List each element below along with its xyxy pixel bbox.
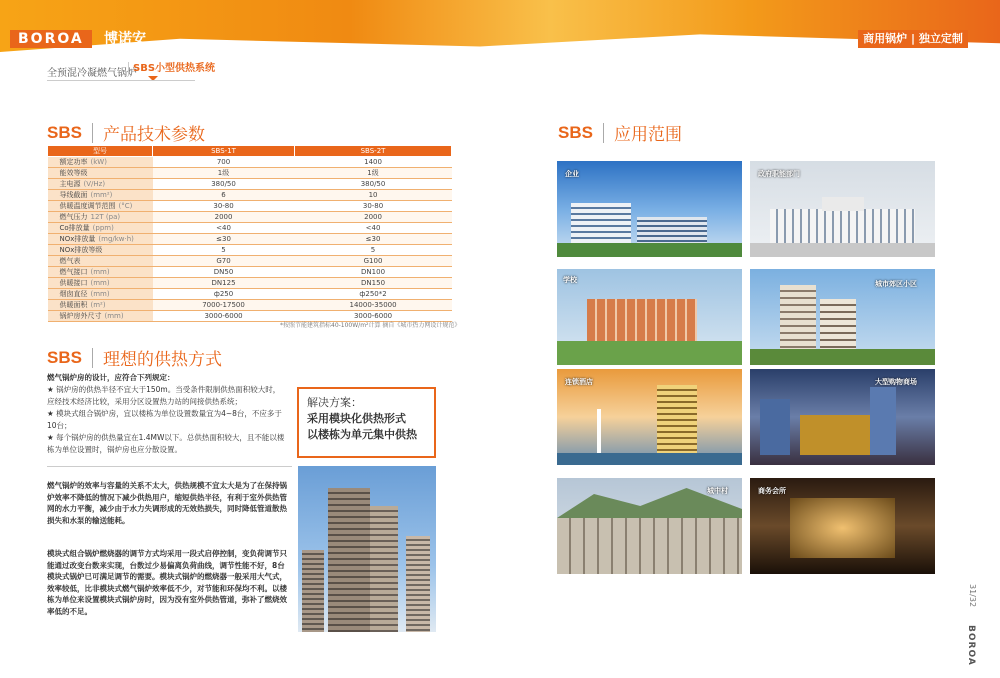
spec-param-name: 主电源 xyxy=(59,180,81,188)
spec-row-label xyxy=(48,179,153,190)
spec-row-label xyxy=(48,190,153,201)
spec-param-name: 燃气压力 xyxy=(59,213,88,221)
spec-row xyxy=(48,267,452,278)
title-separator xyxy=(92,123,93,143)
section-abbr: SBS xyxy=(47,347,82,367)
spec-row xyxy=(48,245,452,256)
spec-row-label xyxy=(48,311,153,322)
spec-param-unit: (°C) xyxy=(118,202,133,210)
spec-section-title xyxy=(47,120,205,145)
spec-row xyxy=(48,289,452,300)
spec-value-sbs1t: 2000 xyxy=(153,212,295,223)
spec-value-sbs1t: 7000-17500 xyxy=(153,300,295,311)
spec-value-sbs2t: <40 xyxy=(295,223,452,234)
spec-row-label xyxy=(48,212,153,223)
spec-value-sbs1t: DN50 xyxy=(153,267,295,278)
spec-param-name: 燃气接口 xyxy=(59,268,88,276)
spec-row xyxy=(48,234,452,245)
side-logo: BOROA xyxy=(966,625,976,666)
spec-param-unit: (mg/kw·h) xyxy=(98,235,134,243)
spec-value-sbs2t: 3000-6000 xyxy=(295,311,452,322)
application-label: 学校 xyxy=(563,276,577,284)
spec-value-sbs1t: ф250 xyxy=(153,289,295,300)
spec-value-sbs1t: 3000-6000 xyxy=(153,311,295,322)
spec-value-sbs2t: 30-80 xyxy=(295,201,452,212)
application-label: 连锁酒店 xyxy=(565,378,593,386)
spec-param-name: 供暖温度调节范围 xyxy=(59,202,116,210)
breadcrumb-parent: 全预混冷凝燃气锅炉 xyxy=(47,68,137,79)
spec-table-header xyxy=(48,146,452,157)
application-photo-hotel xyxy=(557,369,742,465)
section-heading: 理想的供热方式 xyxy=(102,350,222,370)
spec-value-sbs1t: 30-80 xyxy=(153,201,295,212)
application-label: 城市郊区小区 xyxy=(875,280,917,288)
spec-row xyxy=(48,256,452,267)
spec-value-sbs2t: ≤30 xyxy=(295,234,452,245)
spec-value-sbs2t: 1400 xyxy=(295,157,452,168)
rule-item: ★ 模块式组合锅炉房，宜以楼栋为单位设置数量宜为4~8台，不应多于10台； xyxy=(47,409,282,430)
spec-value-sbs1t: G70 xyxy=(153,256,295,267)
spec-row xyxy=(48,212,452,223)
title-separator xyxy=(603,123,604,143)
spec-value-sbs2t: 380/50 xyxy=(295,179,452,190)
spec-value-sbs1t: 700 xyxy=(153,157,295,168)
spec-param-name: 燃气表 xyxy=(59,257,81,265)
residential-tower-photo xyxy=(298,466,436,632)
application-label: 大型购物商场 xyxy=(875,378,917,386)
spec-value-sbs2t: ф250*2 xyxy=(295,289,452,300)
spec-row xyxy=(48,300,452,311)
modular-paragraph: 模块式组合锅炉燃烧器的调节方式均采用一段式启停控制，变负荷调节只能通过改变台数来实现，台数过少易偏离负荷曲线，调节性能不好，8台模块式锅炉已可满足调节的需要。模块式锅炉的燃烧器一般采用大气式，效率较低，比非模块式燃气锅炉效率低不少，对节能和环保均不利。以楼栋为单位来设置模块式锅炉房时，因为没有室外供热管道，弥补了燃烧效率低的不足。 xyxy=(47,549,287,616)
spec-table xyxy=(47,145,452,322)
spec-param-unit: (mm²) xyxy=(90,191,113,199)
spec-param-name: NOx排放等级 xyxy=(59,246,103,254)
spec-value-sbs1t: <40 xyxy=(153,223,295,234)
brand-name-cn: 博诺安 xyxy=(104,31,146,47)
spec-row-label xyxy=(48,157,153,168)
rule-item: ★ 锅炉房的供热半径不宜大于150m。当受条件限制供热面积较大时，应经技术经济比较，采用分区设置热力站的间接供热系统； xyxy=(47,385,281,406)
spec-param-name: Co排放量 xyxy=(59,224,90,232)
spec-value-sbs2t: 1级 xyxy=(295,168,452,179)
spec-param-name: 烟囱直径 xyxy=(59,290,88,298)
spec-value-sbs2t: DN100 xyxy=(295,267,452,278)
spec-param-name: NOx排放量 xyxy=(59,235,96,243)
application-photo-enterprise xyxy=(557,161,742,257)
title-separator xyxy=(92,348,93,368)
spec-param-unit: (m²) xyxy=(90,301,106,309)
spec-row-label xyxy=(48,289,153,300)
spec-param-name: 供暖接口 xyxy=(59,279,88,287)
spec-value-sbs2t: 14000-35000 xyxy=(295,300,452,311)
spec-param-unit: (mm) xyxy=(104,312,124,320)
section-heading: 应用范围 xyxy=(613,125,682,145)
spec-row xyxy=(48,201,452,212)
spec-value-sbs1t: 5 xyxy=(153,245,295,256)
breadcrumb-divider xyxy=(47,80,195,81)
spec-row xyxy=(48,157,452,168)
spec-row-label xyxy=(48,300,153,311)
heating-section-title xyxy=(47,345,222,370)
application-label: 企业 xyxy=(565,170,579,178)
spec-param-name: 额定功率 xyxy=(59,158,88,166)
application-label: 商务会所 xyxy=(758,487,786,495)
spec-param-unit: (V/Hz) xyxy=(83,180,106,188)
spec-value-sbs2t: G100 xyxy=(295,256,452,267)
spec-param-unit: (kW) xyxy=(90,158,107,166)
application-photo-village xyxy=(557,478,742,574)
spec-row-label xyxy=(48,267,153,278)
spec-value-sbs2t: 10 xyxy=(295,190,452,201)
breadcrumb-current: SBS小型供热系统 xyxy=(128,62,215,76)
spec-row-label xyxy=(48,245,153,256)
section-abbr: SBS xyxy=(47,122,82,142)
spec-param-unit: (mm) xyxy=(90,268,110,276)
solution-title: 解决方案： xyxy=(307,396,362,409)
application-photo-mall xyxy=(750,369,935,465)
spec-row-label xyxy=(48,168,153,179)
rules-heading: 燃气锅炉房的设计，应符合下列规定： xyxy=(47,373,175,382)
application-photo-suburban xyxy=(750,269,935,365)
section-divider xyxy=(47,466,292,467)
spec-value-sbs1t: 6 xyxy=(153,190,295,201)
spec-param-name: 导线截面 xyxy=(59,191,88,199)
header-banner xyxy=(0,0,1000,52)
rule-item: ★ 每个锅炉房的供热量宜在1.4MW以下。总供热面积较大，且不能以楼栋为单位设置时，锅炉房也应分散设置。 xyxy=(47,433,285,454)
application-photo-club xyxy=(750,478,935,574)
spec-param-unit: 12T (pa) xyxy=(90,213,121,221)
page-number: 31/32 xyxy=(968,584,977,608)
col-sbs1t: SBS-1T xyxy=(153,146,295,157)
spec-value-sbs1t: DN125 xyxy=(153,278,295,289)
spec-row-label xyxy=(48,201,153,212)
spec-param-name: 供暖面积 xyxy=(59,301,88,309)
spec-row-label xyxy=(48,223,153,234)
spec-value-sbs2t: 2000 xyxy=(295,212,452,223)
spec-param-name: 能效等级 xyxy=(59,169,88,177)
spec-param-name: 锅炉房外尺寸 xyxy=(59,312,102,320)
solution-box xyxy=(297,387,436,458)
spec-row xyxy=(48,278,452,289)
spec-row-label xyxy=(48,278,153,289)
design-rules xyxy=(47,372,292,456)
application-label: 城中村 xyxy=(707,487,728,495)
spec-value-sbs2t: DN150 xyxy=(295,278,452,289)
section-abbr: SBS xyxy=(558,122,593,142)
application-photo-government xyxy=(750,161,935,257)
spec-param-unit: (ppm) xyxy=(92,224,114,232)
spec-param-unit: (mm) xyxy=(90,290,110,298)
spec-value-sbs1t: 1级 xyxy=(153,168,295,179)
solution-line: 采用模块化供热形式 xyxy=(307,412,406,425)
col-sbs2t: SBS-2T xyxy=(295,146,452,157)
application-photo-school xyxy=(557,269,742,365)
application-label: 政府职能部门 xyxy=(758,170,800,178)
spec-value-sbs2t: 5 xyxy=(295,245,452,256)
spec-row xyxy=(48,223,452,234)
brand-logo: BOROA xyxy=(10,30,92,48)
col-model: 型号 xyxy=(48,146,153,157)
spec-row xyxy=(48,190,452,201)
spec-param-unit: (mm) xyxy=(90,279,110,287)
section-heading: 产品技术参数 xyxy=(102,125,205,145)
spec-row xyxy=(48,168,452,179)
application-section-title xyxy=(558,120,682,145)
spec-row xyxy=(48,179,452,190)
efficiency-paragraph: 燃气锅炉的效率与容量的关系不太大，供热规模不宜太大是为了在保持锅炉效率不降低的情况下减少供热用户，缩短供热半径，有利于室外供热管网的水力平衡，减少由于水力失调形成的无效热损失，同时降低管道散热损失和水泵的输送能耗。 xyxy=(47,481,287,525)
header-tagline: 商用锅炉 | 独立定制供暖 xyxy=(858,30,968,48)
spec-row-label xyxy=(48,256,153,267)
spec-value-sbs1t: ≤30 xyxy=(153,234,295,245)
spec-footnote: *按照节能建筑指标40-100W/m²计算 摘自《城市热力网设计规范》 xyxy=(280,322,461,329)
solution-line: 以楼栋为单元集中供热 xyxy=(307,428,417,441)
spec-row-label xyxy=(48,234,153,245)
spec-value-sbs1t: 380/50 xyxy=(153,179,295,190)
